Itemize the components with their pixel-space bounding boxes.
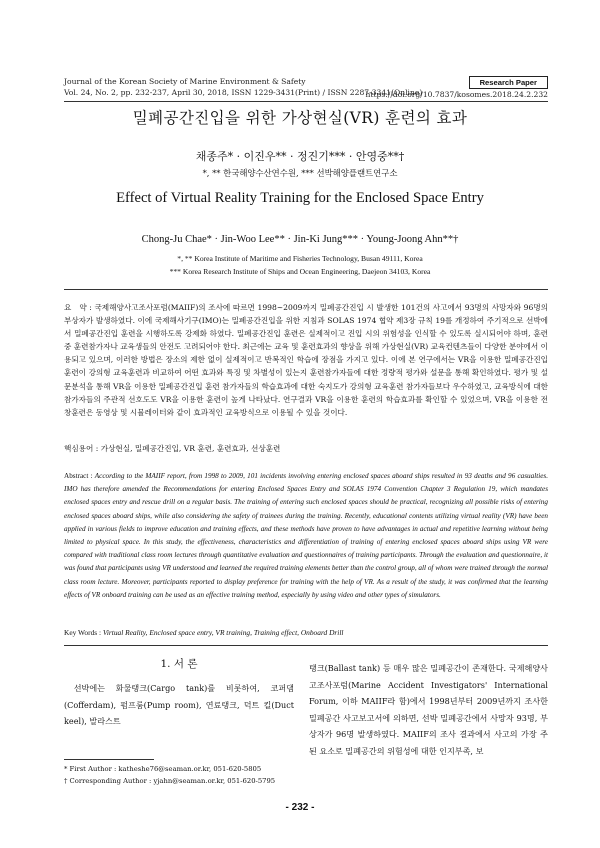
header-rule [64,101,548,102]
authors-english: Chong-Ju Chae* · Jin-Woo Lee** · Jin-Ki Jung*** · Young-Joong Ahn**† [141,234,459,245]
authors-korean: 채종주* · 이진우** · 정진기*** · 안영중**† [195,150,405,163]
abstract-english-text: According to the MAIIF report, from 1998 to 2009, 101 incidents involving entering enclosed spaces aboard ships resulted in 93 deaths and 96 casualties. IMO has therefore amended the Recommendations for entering Enclosed Spaces Entry and SOLAS 1974 Convention Chapter 3 Regulation 19, which mandates enclosed spaces entry and rescue drill on a regular basis. The training of entering such enclosed spaces should be practical, recognizing all possible risks of entering enclosed spaces aboard ships, while also considering the safety of trainees during the training. Recently, educational contents utilizing virtual reality (VR) have been applied in various fields to improve education and training effects, and these methods have proven to have advantages in actual and repetitive learning without being limited to physical space. In this study, the effectiveness, characteristics and differentiation of training of entering enclosed spaces aboard ships using VR were compared with traditional class room lectures through quantitative evaluation and questionnaires of training participants. Through the evaluation and questionnaire, it was found that participants using VR understood and learned the required training elements better than the control group, all of whom were trained through the normal class room lecture. Moreover, participants reported to display preference for training with the help of VR. As a result of the study, it was confirmed that the learning effects of VR onboard training can be used as an effective training method, especially by using video and other types of simulators. [64,472,548,599]
affiliation-english-2: *** Korea Research Institute of Ships and Ocean Engineering, Daejeon 34103, Korea [169,267,431,276]
journal-name: Journal of the Korean Society of Marine Environment & Safety [64,77,306,86]
journal-volume: Vol. 24, No. 2, pp. 232-237, April 30, 2018, ISSN 1229-3431(Print) / ISSN 2287-3341(Online) [64,88,423,97]
keywords-english [64,628,548,637]
abstract-korean: 요 약 : 국제해양사고조사포럼(MAIIF)의 조사에 따르면 1998~2009까지 밀폐공간진입 시 발생한 101건의 사고에서 93명의 사망자와 96명의 부상자가 발생하였다. 이에 국제해사기구(IMO)는 밀폐공간진입을 위한 지침과 SOLAS 1974 협약 제3장 규칙 19를 개정하여 주기적으로 선박에서 밀폐공간진입 훈련을 시행하도록 강제화 하였다. 밀폐공간진입 훈련은 실제적이고 진입 시의 위험성을 인식할 수 있도록 실시되어야 하며, 훈련 중 훈련참가자나 교육생들의 안전도 고려되어야 한다. 최근에는 교육 및 훈련효과의 향상을 위해 가상현실(VR) 교육컨텐츠들이 다양한 분야에서 이용되고 있으며, 이러한 방법은 장소의 제한 없이 실제적이고 반복적인 학습에 장점을 가지고 있다. 이에 본 연구에서는 VR을 이용한 밀폐공간진입 훈련이 강의형 교육훈련과 비교하여 어떤 효과와 특징 및 차별성이 있는지 훈련참가자들에 대한 정량적 평가와 설문을 통해 확인하였다. 평가 및 설문분석을 통해 VR을 이용한 밀폐공간진입 훈련 참가자들의 학습효과에 대한 숙지도가 강의형 교육훈련 참가자들보다 우수하였고, 교육방식에 대한 참가자들의 주관적 선호도도 VR을 이용한 훈련이 높게 나타났다. 연구결과 VR을 이용한 훈련의 학습효과를 확인할 수 있었으며, VR을 이용한 전창훈련은 동영상 및 시뮬레이터와 같이 효과적인 교육방식으로 이용될 수 있을 것이다. [64,303,548,417]
abstract-top-rule [64,289,548,290]
section-heading: 1. 서 론 [160,658,198,670]
footnote-first-author: * First Author : katheshe76@seaman.or.kr, 051-620-5805 [64,765,262,773]
body-left-column: 선박에는 화물탱크(Cargo tank)를 비롯하여, 코퍼댐(Cofferdam), 펌프룸(Pump room), 연료탱크, 덕트 킬(Duct keel), 발라스트 [64,683,294,726]
footnote-rule [64,759,154,760]
title-english: Effect of Virtual Reality Training for the Enclosed Space Entry [116,190,484,206]
abstract-bottom-rule [64,645,548,646]
body-right-column: 탱크(Ballast tank) 등 매우 많은 밀폐공간이 존재한다. 국제해양사고조사포럼(Marine Accident Investigators' International Forum, 이하 MAIIF라 함)에서 1998년부터 2009년까지 조사한 밀폐공간 사고보고서에 의하면, 선박 밀폐공간에서 사망자 93명, 부상자가 96명 발생하였다. MAIIF의 조사 결과에서 사고의 가장 주된 요소로 밀폐공간의 위험성에 대한 인지부족, 보 [309,663,548,756]
keywords-korean: 핵심용어 : 가상현실, 밀폐공간진입, VR 훈련, 훈련효과, 선상훈련 [64,444,281,453]
affiliation-korean: *, ** 한국해양수산연수원, *** 선박해양플랜트연구소 [202,168,398,178]
page-number: - 232 - [285,802,315,813]
title-korean: 밀폐공간진입을 위한 가상현실(VR) 훈련의 효과 [132,109,468,127]
abstract-english [64,470,548,602]
article-type-badge: Research Paper [469,76,548,89]
abstract-label: Abstract : [64,472,95,480]
footnote-corresponding-author: † Corresponding Author : yjahn@seaman.or.kr, 051-620-5795 [64,777,276,785]
affiliation-english-1: *, ** Korea Institute of Maritime and Fisheries Technology, Busan 49111, Korea [177,254,423,263]
keywords-english-text: Virtual Reality, Enclosed space entry, VR training, Training effect, Onboard Drill [102,628,344,637]
doi-link[interactable]: https://doi.org/10.7837/kosomes.2018.24.2.232 [365,90,548,99]
keywords-label: Key Words : [64,628,103,637]
